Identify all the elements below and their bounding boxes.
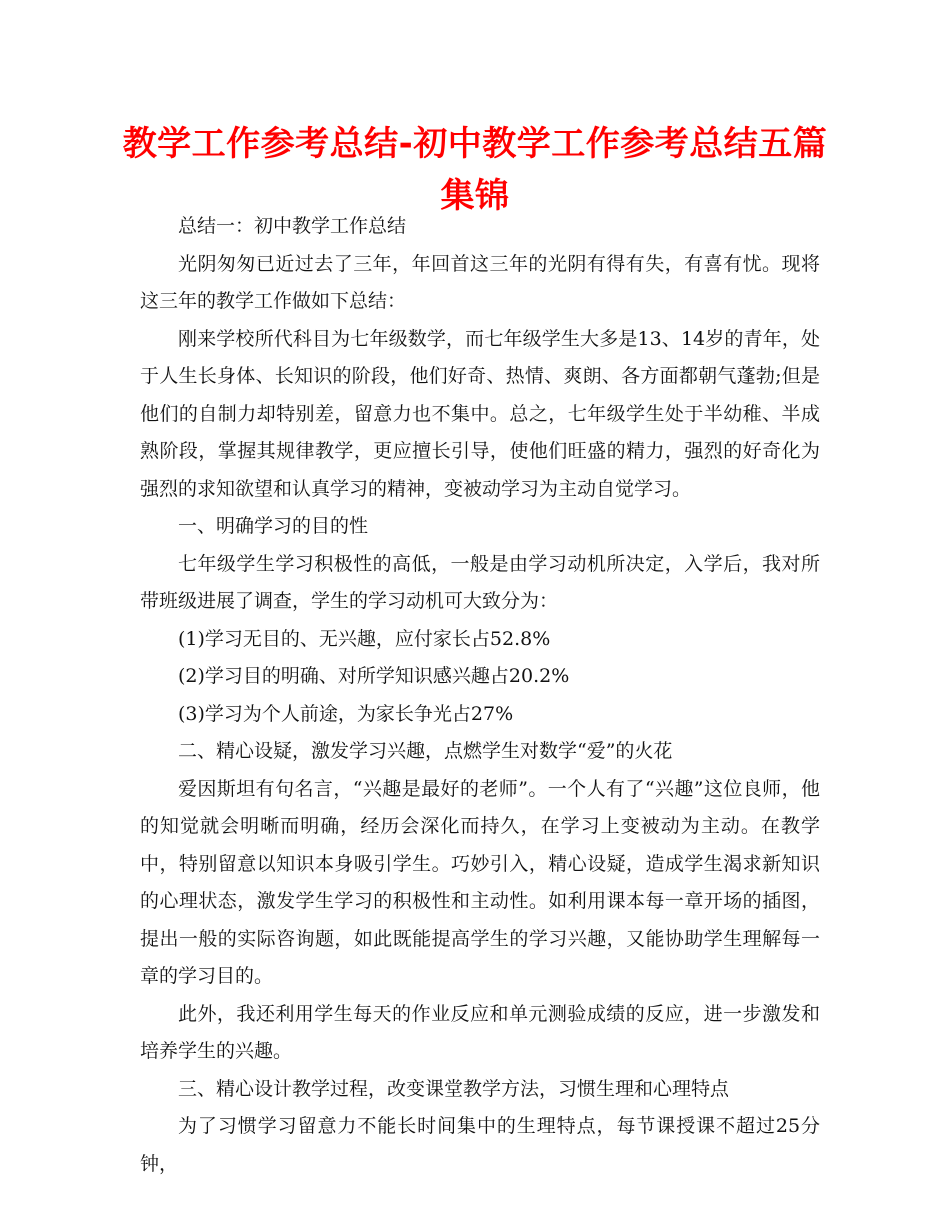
section-heading-two: 二、精心设疑，激发学习兴趣，点燃学生对数学“爱”的火花 [178,740,673,762]
section-heading-summary-one: 总结一：初中教学工作总结 [178,215,407,237]
paragraph-interest: 爱因斯坦有句名言，“兴趣是最好的老师”。一个人有了“兴趣”这位良师，他的知觉就会明晰而明确，经历会深化而持久，在学习上变被动为主动。在教学中，特别留意以知识本身吸引学生。巧妙引入，精心设疑，造成学生渴求新知识的心理状态，激发学生学习的积极性和主动性。如利用课本每一章开场的插图，提出一般的实际咨询题，如此既能提高学生的学习兴趣，又能协助学生理解每一章的学习目的。 [140,777,820,987]
paragraph-student-traits: 刚来学校所代科目为七年级数学，而七年级学生大多是13、14岁的青年，处于人生长身体、长知识的阶段，他们好奇、热情、爽朗、各方面都朝气蓬勃;但是他们的自制力却特别差，留意力也不集中。总之，七年级学生处于半幼稚、半成熟阶段，掌握其规律教学，更应擅长引导，使他们旺盛的精力，强烈的好奇化为强烈的求知欲望和认真学习的精神，变被动学习为主动自觉学习。 [140,327,820,500]
document-title: 教学工作参考总结-初中教学工作参考总结五篇集锦 [122,124,828,216]
paragraph-class-design: 为了习惯学习留意力不能长时间集中的生理特点，每节课授课不超过25分钟， [140,1115,820,1175]
list-item-3: (3)学习为个人前途，为家长争光占27% [178,702,514,725]
section-heading-one: 一、明确学习的目的性 [178,515,369,537]
section-heading-three: 三、精心设计教学过程，改变课堂教学方法，习惯生理和心理特点 [178,1077,730,1100]
paragraph-feedback: 此外，我还利用学生每天的作业反应和单元测验成绩的反应，进一步激发和培养学生的兴趣。 [140,1002,820,1062]
document-body [140,208,820,1183]
paragraph-motivation: 七年级学生学习积极性的高低，一般是由学习动机所决定，入学后，我对所带班级进展了调查，学生的学习动机可大致分为： [140,552,820,612]
list-item-2: (2)学习目的明确、对所学知识感兴趣占20.2% [178,665,570,687]
list-item-1: (1)学习无目的、无兴趣，应付家长占52.8% [178,627,551,650]
paragraph-intro: 光阴匆匆已近过去了三年，年回首这三年的光阴有得有失，有喜有忧。现将这三年的教学工作做如下总结： [140,252,820,312]
